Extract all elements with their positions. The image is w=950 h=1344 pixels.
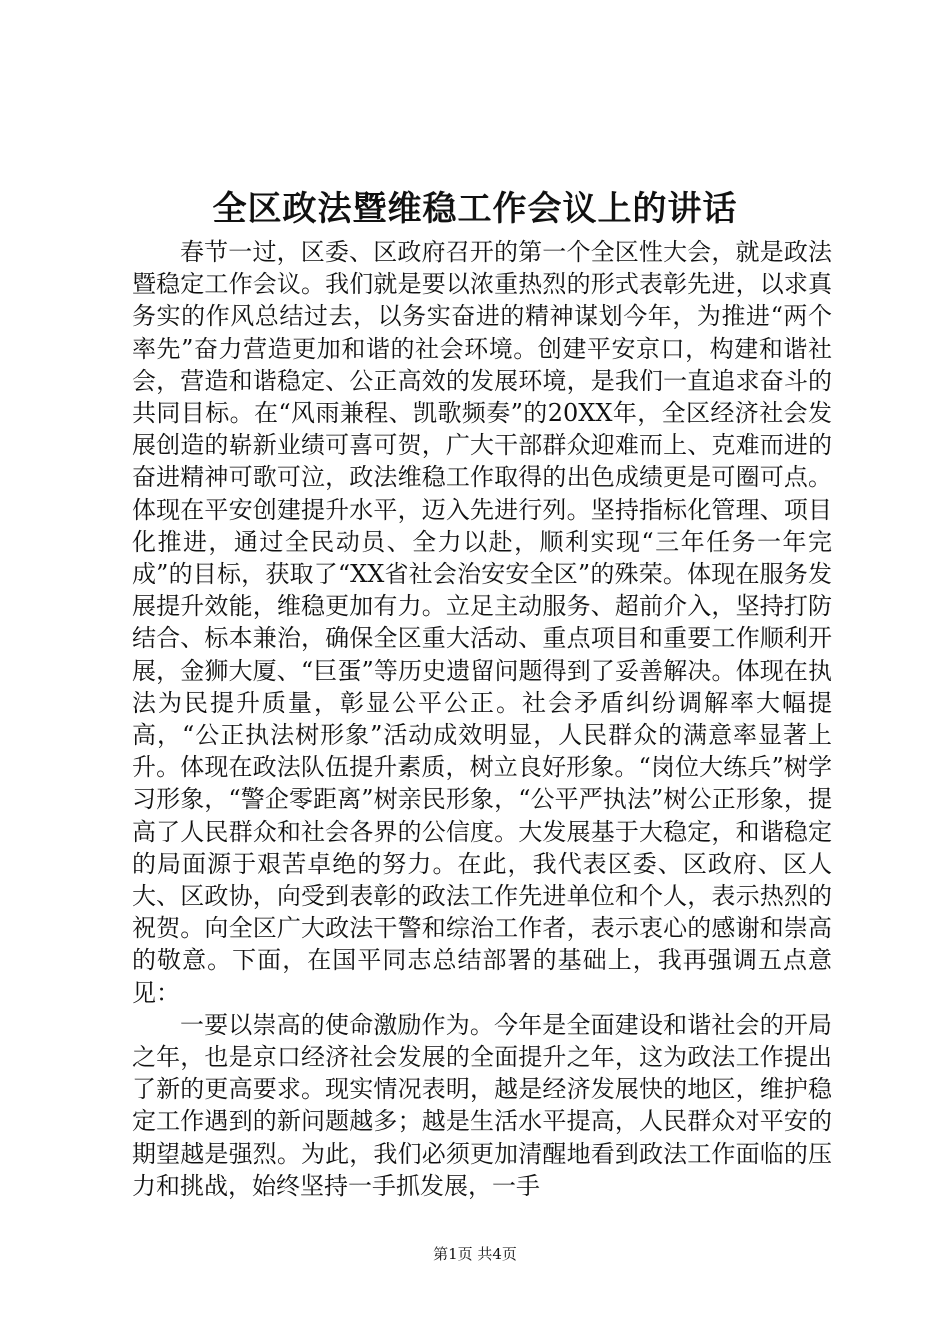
document-title: 全区政法暨维稳工作会议上的讲话 <box>212 189 738 229</box>
page-number-footer: 第1页 共4页 <box>433 1245 517 1263</box>
paragraph-1: 春节一过，区委、区政府召开的第一个全区性大会，就是政法暨稳定工作会议。我们就是要以浓重热烈的形式表彰先进，以求真务实的作风总结过去，以务实奋进的精神谋划今年，为推进“两个率先”奋力营造更加和谐的社会环境。创建平安京口，构建和谐社会，营造和谐稳定、公正高效的发展环境，是我们一直追求奋斗的共同目标。在“风雨兼程、凯歌频奏”的20XX年，全区经济社会发展创造的崭新业绩可喜可贺，广大干部群众迎难而上、克难而进的奋进精神可歌可泣，政法维稳工作取得的出色成绩更是可圈可点。体现在平安创建提升水平，迈入先进行列。坚持指标化管理、项目化推进，通过全民动员、全力以赴，顺利实现“三年任务一年完成”的目标，获取了“XX省社会治安安全区”的殊荣。体现在服务发展提升效能，维稳更加有力。立足主动服务、超前介入，坚持打防结合、标本兼治，确保全区重大活动、重点项目和重要工作顺利开展，金狮大厦、“巨蛋”等历史遗留问题得到了妥善解决。体现在执法为民提升质量，彰显公平公正。社会矛盾纠纷调解率大幅提高，“公正执法树形象”活动成效明显，人民群众的满意率显著上升。体现在政法队伍提升素质，树立良好形象。“岗位大练兵”树学习形象，“警企零距离”树亲民形象，“公平严执法”树公正形象，提高了人民群众和社会各界的公信度。大发展基于大稳定，和谐稳定的局面源于艰苦卓绝的努力。在此，我代表区委、区政府、区人大、区政协，向受到表彰的政法工作先进单位和个人，表示热烈的祝贺。向全区广大政法干警和综治工作者，表示衷心的感谢和崇高的敬意。下面，在国平同志总结部署的基础上，我再强调五点意见： <box>132 238 832 1007</box>
paragraph-2: 一要以崇高的使命激励作为。今年是全面建设和谐社会的开局之年，也是京口经济社会发展的全面提升之年，这为政法工作提出了新的更高要求。现实情况表明，越是经济发展快的地区，维护稳定工作遇到的新问题越多；越是生活水平提高，人民群众对平安的期望越是强烈。为此，我们必须更加清醒地看到政法工作面临的压力和挑战，始终坚持一手抓发展，一手 <box>132 1010 832 1200</box>
document-body <box>132 236 832 1202</box>
